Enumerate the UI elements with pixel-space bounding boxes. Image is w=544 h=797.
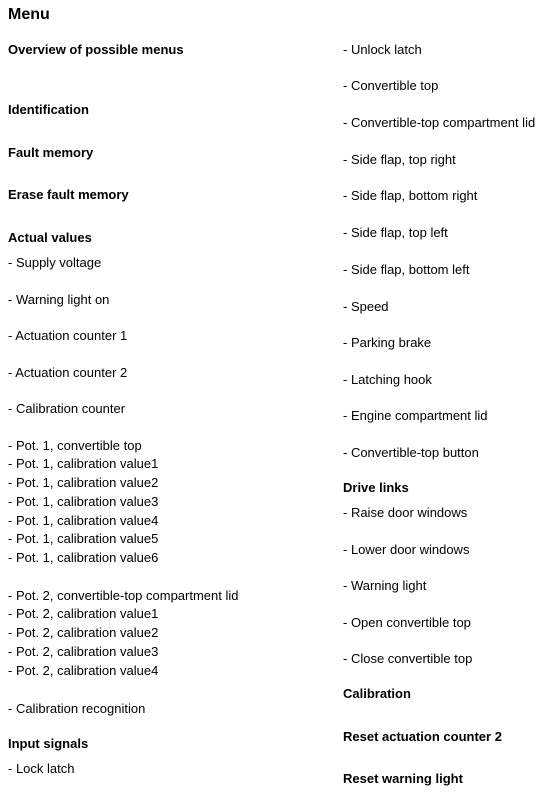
list-item-pot1: - Pot. 1, calibration value5 — [8, 531, 159, 546]
list-item-pot2: - Pot. 2, calibration value1 — [8, 606, 159, 621]
menu-input-signals-heading: Input signals — [8, 736, 89, 751]
list-item-input-signal: - Convertible top — [343, 78, 439, 93]
list-item-calibration-counter: - Calibration counter — [8, 401, 126, 416]
list-item-pot2: - Pot. 2, calibration value3 — [8, 644, 159, 659]
list-item-drive-link: - Open convertible top — [343, 615, 471, 630]
menu-actual-values-heading: Actual values — [8, 230, 92, 245]
list-item-warning-light-on: - Warning light on — [8, 292, 110, 307]
menu-overview-heading: Overview of possible menus — [8, 42, 184, 57]
list-item-pot1: - Pot. 1, calibration value2 — [8, 475, 159, 490]
list-item-pot1: - Pot. 1, calibration value6 — [8, 550, 159, 565]
list-item-drive-link: - Lower door windows — [343, 542, 470, 557]
list-item-actuation-counter-2: - Actuation counter 2 — [8, 365, 128, 380]
list-item-pot1: - Pot. 1, calibration value4 — [8, 513, 159, 528]
list-item-input-signal: - Side flap, top left — [343, 225, 448, 240]
list-item-drive-link: - Warning light — [343, 578, 427, 593]
menu-reset-warning-light: Reset warning light — [343, 771, 463, 786]
list-item-calibration-recognition: - Calibration recognition — [8, 701, 146, 716]
menu-calibration: Calibration — [343, 686, 411, 701]
list-item-input-signal: - Parking brake — [343, 335, 432, 350]
list-item-input-signal: - Latching hook — [343, 372, 432, 387]
list-item-pot1: - Pot. 1, calibration value1 — [8, 456, 159, 471]
list-item-drive-link: - Raise door windows — [343, 505, 468, 520]
list-item-actuation-counter-1: - Actuation counter 1 — [8, 328, 128, 343]
menu-reset-actuation-counter-2: Reset actuation counter 2 — [343, 729, 502, 744]
list-item-input-signal: - Convertible-top button — [343, 445, 479, 460]
list-item-input-signal: - Side flap, bottom right — [343, 188, 478, 203]
list-item-input-signal: - Convertible-top compartment lid — [343, 115, 536, 130]
list-item-drive-link: - Close convertible top — [343, 651, 473, 666]
page-title: Menu — [8, 6, 50, 23]
menu-fault-memory: Fault memory — [8, 145, 94, 160]
list-item-supply-voltage: - Supply voltage — [8, 255, 102, 270]
list-item-input-signal: - Engine compartment lid — [343, 408, 488, 423]
menu-drive-links-heading: Drive links — [343, 480, 409, 495]
list-item-pot2: - Pot. 2, calibration value2 — [8, 625, 159, 640]
list-item-pot1: - Pot. 1, calibration value3 — [8, 494, 159, 509]
list-item-input-signal: - Speed — [343, 299, 389, 314]
list-item-pot2: - Pot. 2, convertible-top compartment lid — [8, 588, 239, 603]
list-item-input-signal: - Side flap, bottom left — [343, 262, 470, 277]
list-item-pot2: - Pot. 2, calibration value4 — [8, 663, 159, 678]
list-item-input-signal: - Unlock latch — [343, 42, 422, 57]
menu-identification: Identification — [8, 102, 89, 117]
list-item-lock-latch: - Lock latch — [8, 761, 75, 776]
list-item-input-signal: - Side flap, top right — [343, 152, 456, 167]
menu-erase-fault-memory: Erase fault memory — [8, 187, 129, 202]
list-item-pot1: - Pot. 1, convertible top — [8, 438, 142, 453]
